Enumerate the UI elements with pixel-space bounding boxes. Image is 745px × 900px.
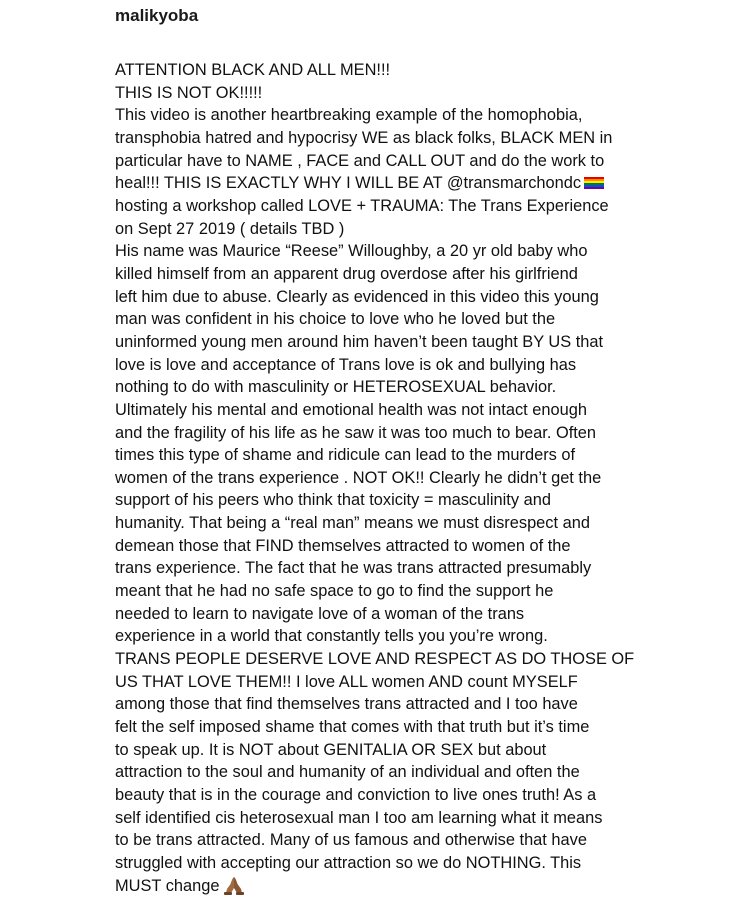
caption-line: transphobia hatred and hypocrisy WE as black folks, BLACK MEN in [115,128,613,147]
caption-line: meant that he had no safe space to go to find the support he [115,582,554,601]
caption-line: beauty that is in the courage and conviction to live ones truth! As a [115,786,597,804]
caption-line: times this type of shame and ridicule can lead to the murders of [115,446,576,465]
caption-line: man was confident in his choice to love who he loved but the [115,310,556,329]
caption-line: humanity. That being a “real man” means we must disrespect and [115,514,590,533]
caption-line: uninformed young men around him haven’t been taught BY US that [115,332,604,351]
caption-line: TRANS PEOPLE DESERVE LOVE AND RESPECT AS DO THOSE OF [115,650,635,669]
caption-line: among those that find themselves trans attracted and I too have [115,695,578,714]
caption-line: left him due to abuse. Clearly as evidenced in this video this young [115,287,599,306]
caption-line: on Sept 27 2019 ( details TBD ) [115,219,345,238]
post-username[interactable]: malikyoba [115,6,199,25]
caption-text: MUST change [115,876,220,895]
caption-line: hosting a workshop called LOVE + TRAUMA: The Trans Experience [115,196,609,215]
post-caption [115,59,740,897]
caption-line: His name was Maurice “Reese” Willoughby, a 20 yr old baby who [115,242,588,261]
caption-line: support of his peers who think that toxicity = masculinity and [115,491,551,510]
folded-hands-icon [222,875,246,895]
caption-line: love is love and acceptance of Trans love is ok and bullying has [115,355,577,374]
caption-line: needed to learn to navigate love of a woman of the trans [115,604,525,623]
caption-line: attraction to the soul and humanity of an individual and often the [115,763,580,782]
caption-line: demean those that FIND themselves attracted to women of the [115,536,571,555]
caption-line: felt the self imposed shame that comes with that truth but it’s time [115,718,590,737]
caption-line: This video is another heartbreaking example of the homophobia, [115,106,583,125]
caption-line: to speak up. It is NOT about GENITALIA OR SEX but about [115,740,547,759]
caption-line-last [115,875,740,898]
caption-line: struggled with accepting our attraction so we do NOTHING. This [115,853,582,872]
mention-link[interactable]: @transmarchondc [446,174,582,193]
caption-line: THIS IS NOT OK!!!!! [115,83,263,102]
rainbow-flag-icon [584,177,604,189]
caption-line: women of the trans experience . NOT OK!! Clearly he didn’t get the [115,468,602,487]
caption-line-mention [115,172,740,195]
caption-line: particular have to NAME , FACE and CALL OUT and do the work to [115,151,605,170]
instagram-post [115,0,740,897]
caption-line: killed himself from an apparent drug overdose after his girlfriend [115,264,578,283]
caption-line: US THAT LOVE THEM!! I love ALL women AND count MYSELF [115,672,578,691]
caption-line: and the fragility of his life as he saw it was too much to bear. Often [115,423,597,442]
caption-line: nothing to do with masculinity or HETEROSEXUAL behavior. [115,378,557,397]
caption-line: Ultimately his mental and emotional health was not intact enough [115,400,587,419]
caption-line: ATTENTION BLACK AND ALL MEN!!! [115,61,391,79]
caption-line: to be trans attracted. Many of us famous and otherwise that have [115,831,587,850]
caption-line: trans experience. The fact that he was trans attracted presumably [115,559,592,578]
caption-text: heal!!! THIS IS EXACTLY WHY I WILL BE AT [115,174,447,193]
caption-line: self identified cis heterosexual man I too am learning what it means [115,808,603,827]
caption-line: experience in a world that constantly tells you you’re wrong. [115,627,548,646]
